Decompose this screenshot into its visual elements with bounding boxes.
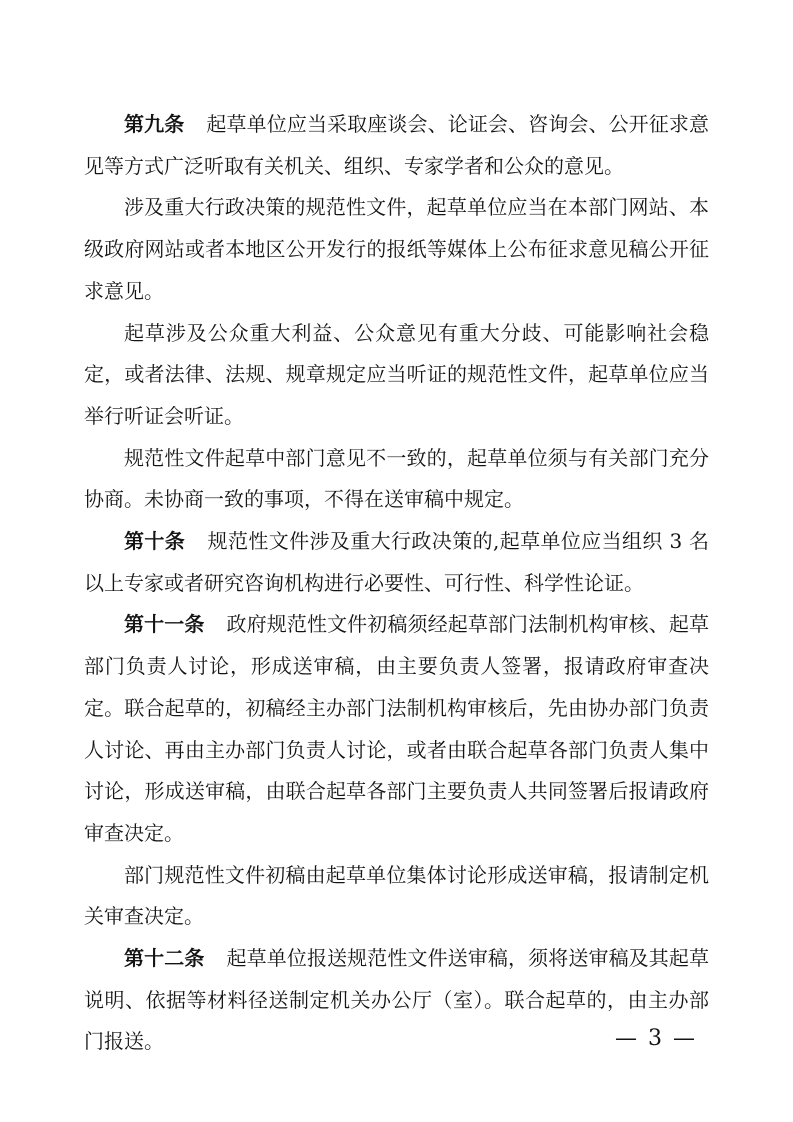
article-10-heading: 第十条 [124,529,186,554]
article-9-paragraph [84,104,709,187]
article-11-heading: 第十一条 [124,612,205,637]
paragraph [84,313,709,438]
article-9-heading: 第九条 [124,112,185,136]
paragraph-text: 规范性文件起草中部门意见不一致的，起草单位须与有关部门充分协商。未协商一致的事项，不得在送审稿中规定。 [84,445,709,512]
article-11-paragraph [84,604,709,854]
paragraph [84,187,709,312]
article-9-text: 起草单位应当采取座谈会、论证会、咨询会、公开征求意见等方式广泛听取有关机关、组织、专家学者和公众的意见。 [84,112,710,178]
article-12-text: 起草单位报送规范性文件送审稿，须将送审稿及其起草说明、依据等材料径送制定机关办公厅（室）。联合起草的，由主办部门报送。 [84,946,710,1054]
paragraph [84,855,709,938]
document-body [84,104,709,1063]
paragraph-text: 部门规范性文件初稿由起草单位集体讨论形成送审稿，报请制定机关审查决定。 [84,862,709,929]
article-11-text: 政府规范性文件初稿须经起草部门法制机构审核、起草部门负责人讨论，形成送审稿，由主要负责人签署，报请政府审查决定。联合起草的，初稿经主办部门法制机构审核后，先由协办部门负责人讨论、再由主办部门负责人讨论，或者由联合起草各部门负责人集中讨论，形成送审稿，由联合起草各部门主要负责人共同签署后报请政府审查决定。 [84,612,710,845]
article-12-heading: 第十二条 [124,946,205,971]
article-10-text: 规范性文件涉及重大行政决策的,起草单位应当组织 3 名以上专家或者研究咨询机构进行必要性、可行性、科学性论证。 [84,529,710,595]
paragraph [84,438,709,521]
article-10-paragraph [84,521,709,604]
paragraph-text: 涉及重大行政决策的规范性文件，起草单位应当在本部门网站、本级政府网站或者本地区公开发行的报纸等媒体上公布征求意见稿公开征求意见。 [84,195,709,303]
paragraph-text: 起草涉及公众重大利益、公众意见有重大分歧、可能影响社会稳定，或者法律、法规、规章规定应当听证的规范性文件，起草单位应当举行听证会听证。 [84,320,709,428]
page-number: — 3 — [615,1026,697,1051]
